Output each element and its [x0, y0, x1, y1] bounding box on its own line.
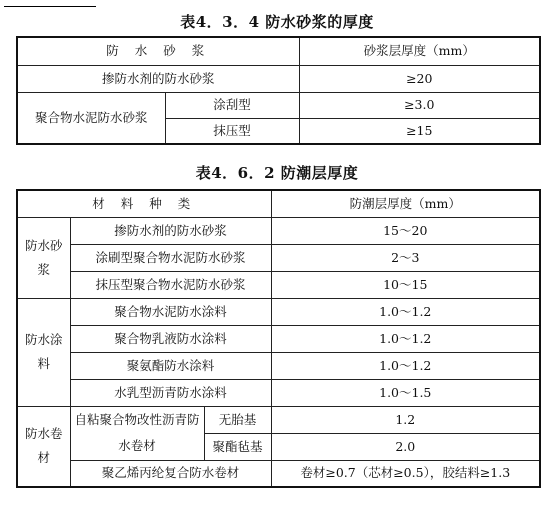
table-row	[17, 406, 540, 433]
material-subtype: 涂刮型	[165, 92, 299, 118]
material-name: 涂刷型聚合物水泥防水砂浆	[70, 244, 271, 271]
thickness-value: 15～20	[271, 217, 540, 244]
table-row	[17, 92, 540, 118]
category-label: 防水砂浆	[17, 217, 70, 298]
table-row	[17, 298, 540, 325]
material-subtype: 抹压型	[165, 118, 299, 144]
table-row	[17, 460, 540, 487]
material-subtype: 聚酯毡基	[204, 433, 271, 460]
table-row	[17, 325, 540, 352]
thickness-value: 1.0～1.2	[271, 325, 540, 352]
table-row	[17, 244, 540, 271]
category-label: 防水涂料	[17, 298, 70, 406]
mortar-thickness-table	[16, 36, 541, 145]
material-name: 聚合物乳液防水涂料	[70, 325, 271, 352]
material-group: 聚合物水泥防水砂浆	[17, 92, 165, 144]
material-name: 聚合物水泥防水涂料	[70, 298, 271, 325]
header-cell: 材 料 种 类	[17, 190, 271, 217]
material-name: 聚氨酯防水涂料	[70, 352, 271, 379]
thickness-value: 2.0	[271, 433, 540, 460]
thickness-value: ≥15	[299, 118, 540, 144]
table-row	[17, 217, 540, 244]
material-name: 掺防水剂的防水砂浆	[17, 65, 299, 92]
header-cell: 防潮层厚度（mm）	[271, 190, 540, 217]
table-header-row	[17, 37, 540, 65]
table1-caption: 表4．3．4 防水砂浆的厚度	[180, 13, 374, 31]
material-name: 抹压型聚合物水泥防水砂浆	[70, 271, 271, 298]
thickness-value: 1.2	[271, 406, 540, 433]
table-header-row	[17, 190, 540, 217]
header-cell: 防 水 砂 浆	[17, 37, 299, 65]
table-row	[17, 352, 540, 379]
top-rule	[4, 6, 96, 7]
thickness-value: 10～15	[271, 271, 540, 298]
thickness-value: 卷材≥0.7（芯材≥0.5），胶结料≥1.3	[271, 460, 540, 487]
thickness-value: 2～3	[271, 244, 540, 271]
thickness-value: 1.0～1.2	[271, 352, 540, 379]
material-name: 聚乙烯丙纶复合防水卷材	[70, 460, 271, 487]
damp-proof-thickness-table	[16, 189, 541, 488]
thickness-value: ≥20	[299, 65, 540, 92]
header-cell: 砂浆层厚度（mm）	[299, 37, 540, 65]
table2-caption: 表4．6．2 防潮层厚度	[195, 164, 359, 182]
material-name: 自粘聚合物改性沥青防水卷材	[70, 406, 204, 460]
table-row	[17, 379, 540, 406]
category-label: 防水卷材	[17, 406, 70, 487]
thickness-value: 1.0～1.2	[271, 298, 540, 325]
material-subtype: 无胎基	[204, 406, 271, 433]
thickness-value: 1.0～1.5	[271, 379, 540, 406]
material-name: 水乳型沥青防水涂料	[70, 379, 271, 406]
material-name: 掺防水剂的防水砂浆	[70, 217, 271, 244]
table-row	[17, 271, 540, 298]
thickness-value: ≥3.0	[299, 92, 540, 118]
table-row	[17, 65, 540, 92]
